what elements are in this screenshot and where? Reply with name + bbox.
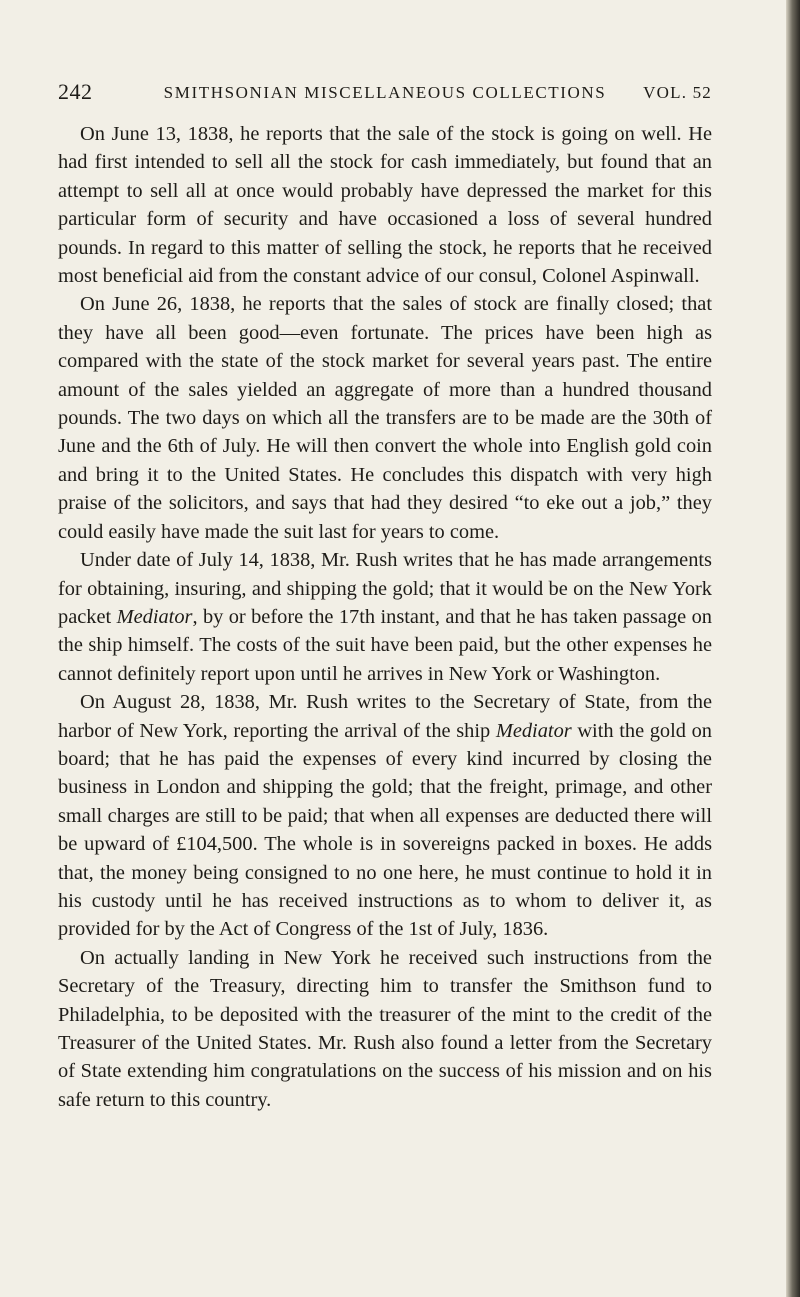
paragraph: On August 28, 1838, Mr. Rush writes to the Secretary of State, from the harbor of New York, reporting the arrival of the ship Mediator with the gold on board; that he has paid the expenses of every kind incurred by closing the business in London and shipping the gold; that the freight, primage, and other small charges are still to be paid; that when all expenses are deducted there will be upward of £104,500. The whole is in sovereigns packed in boxes. He adds that, the money being consigned to no one here, he must continue to hold it in his custody until he has received instructions as to whom to deliver it, as provided for by the Act of Congress of the 1st of July, 1836. — [58, 691, 712, 941]
volume-label: VOL. 52 — [643, 83, 712, 102]
page-edge-shadow — [786, 0, 800, 1297]
page-number: 242 — [58, 79, 93, 104]
running-title: SMITHSONIAN MISCELLANEOUS COLLECTIONS — [163, 83, 607, 102]
body-text — [58, 120, 712, 1114]
paragraph: Under date of July 14, 1838, Mr. Rush writes that he has made arrangements for obtaining, insuring, and shipping the gold; that it would be on the New York packet Mediator, by or before the 17th instant, and that he has taken passage on the ship himself. The costs of the suit have been paid, but the other expenses he cannot definitely report upon until he arrives in New York or Washington. — [58, 549, 712, 685]
paragraph: On June 26, 1838, he reports that the sales of stock are finally closed; that they have all been good—even fortunate. The prices have been high as compared with the state of the stock market for several years past. The entire amount of the sales yielded an aggregate of more than a hundred thousand pounds. The two days on which all the transfers are to be made are the 30th of June and the 6th of July. He will then convert the whole into English gold coin and bring it to the United States. He concludes this dispatch with very high praise of the solicitors, and says that had they desired “to eke out a job,” they could easily have made the suit last for years to come. — [58, 293, 712, 543]
ship-name: Mediator — [495, 719, 572, 742]
running-header — [58, 79, 712, 111]
paragraph: On actually landing in New York he received such instructions from the Secretary of the Treasury, directing him to transfer the Smithson fund to Philadelphia, to be deposited with the treasurer of the mint to the credit of the Treasurer of the United States. Mr. Rush also found a letter from the Secretary of State extending him congratulations on the success of his mission and on his safe return to this country. — [58, 946, 712, 1111]
ship-name: Mediator — [116, 605, 193, 628]
paragraph: On June 13, 1838, he reports that the sale of the stock is going on well. He had first intended to sell all the stock for cash immediately, but found that an attempt to sell all at once would probably have depressed the market for this particular form of security and have occasioned a loss of several hundred pounds. In regard to this matter of selling the stock, he reports that he received most beneficial aid from the constant advice of our consul, Colonel Aspinwall. — [58, 123, 712, 288]
